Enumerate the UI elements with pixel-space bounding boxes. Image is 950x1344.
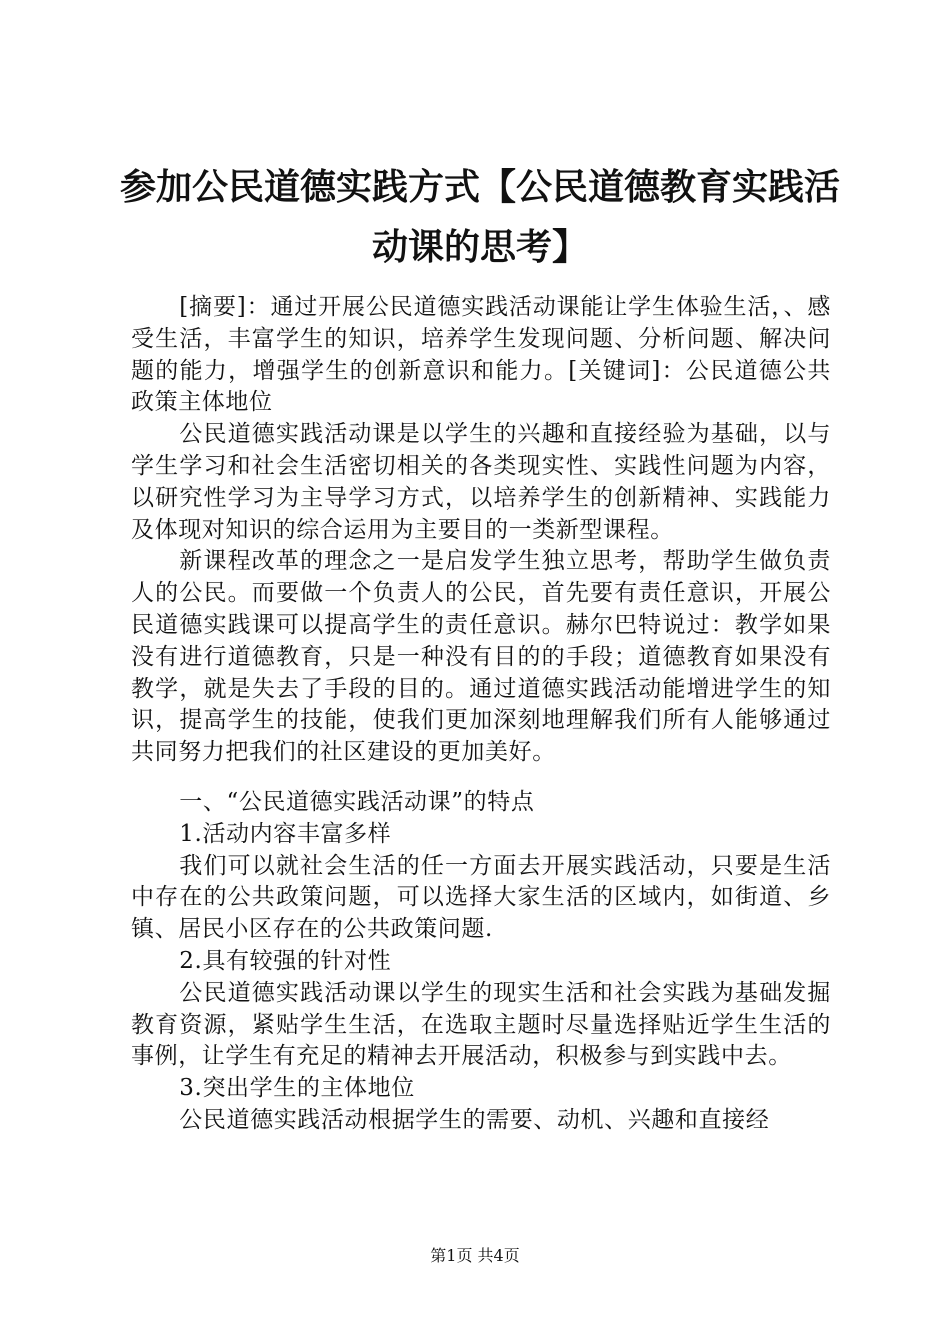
subsection-heading: 2.具有较强的针对性 bbox=[179, 947, 392, 974]
subsection-heading: 3.突出学生的主体地位 bbox=[179, 1075, 415, 1102]
abstract-paragraph: [摘要]：通过开展公民道德实践活动课能让学生体验生活，、感受生活，丰富学生的知识，培养学生发现问题、分析问题、解决问题的能力，增强学生的创新意识和能力。[关键词]：公民道德公共政策主体地位 bbox=[131, 294, 831, 416]
body-paragraph: 公民道德实践活动课是以学生的兴趣和直接经验为基础，以与学生学习和社会生活密切相关的各类现实性、实践性问题为内容，以研究性学习为主导学习方式，以培养学生的创新精神、实践能力及体现对知识的综合运用为主要目的一类新型课程。 bbox=[131, 421, 831, 543]
document-title: 参加公民道德实践方式【公民道德教育实践活动课的思考】 bbox=[120, 167, 841, 268]
page-number-footer: 第1页 共4页 bbox=[430, 1246, 520, 1265]
subsection-heading: 1.活动内容丰富多样 bbox=[179, 820, 392, 847]
body-paragraph: 公民道德实践活动课以学生的现实生活和社会实践为基础发掘教育资源，紧贴学生生活，在选取主题时尽量选择贴近学生生活的事例，让学生有充足的精神去开展活动，积极参与到实践中去。 bbox=[131, 979, 831, 1070]
body-paragraph: 公民道德实践活动根据学生的需要、动机、兴趣和直接经 bbox=[179, 1106, 770, 1133]
section-heading: 一、“公民道德实践活动课”的特点 bbox=[179, 788, 535, 815]
body-paragraph: 我们可以就社会生活的任一方面去开展实践活动，只要是生活中存在的公共政策问题，可以选择大家生活的区域内，如街道、乡镇、居民小区存在的公共政策问题. bbox=[131, 852, 831, 943]
body-paragraph: 新课程改革的理念之一是启发学生独立思考，帮助学生做负责人的公民。而要做一个负责人的公民，首先要有责任意识，开展公民道德实践课可以提高学生的责任意识。赫尔巴特说过：教学如果没有进行道德教育，只是一种没有目的的手段；道德教育如果没有教学，就是失去了手段的目的。通过道德实践活动能增进学生的知识，提高学生的技能，使我们更加深刻地理解我们所有人能够通过共同努力把我们的社区建设的更加美好。 bbox=[131, 548, 831, 766]
document-body bbox=[131, 292, 831, 1137]
